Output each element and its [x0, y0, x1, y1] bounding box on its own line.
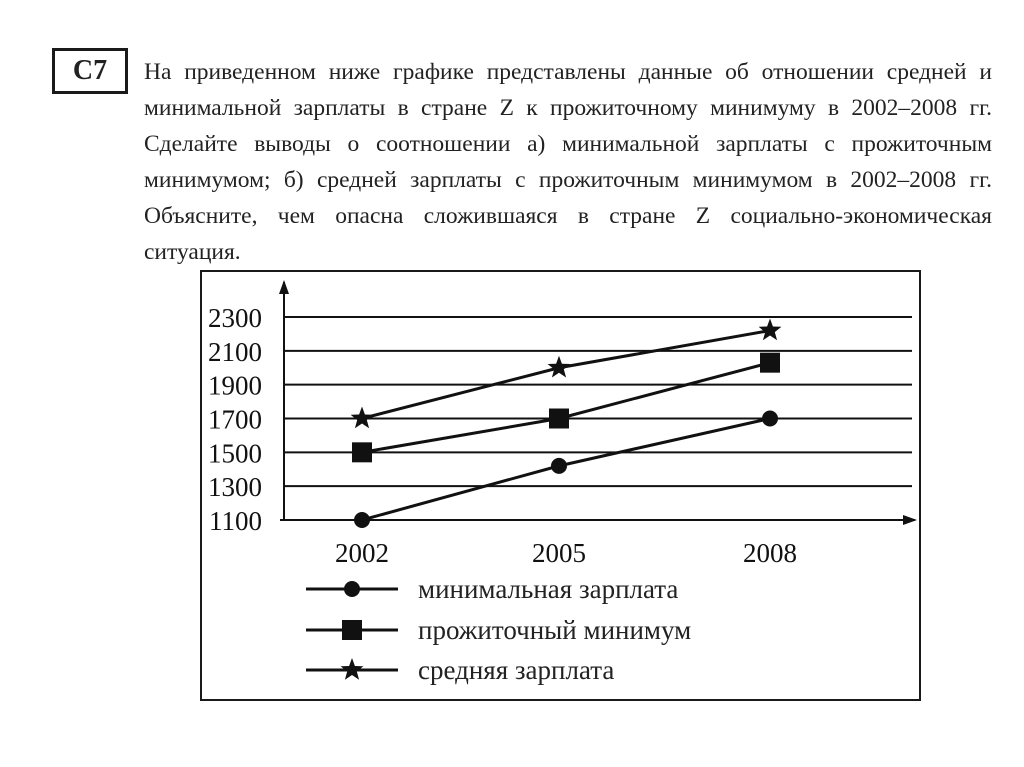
y-tick-label: 2100 [208, 336, 262, 367]
legend-label: средняя зарплата [418, 655, 615, 685]
y-tick-label: 1100 [209, 506, 262, 536]
data-point-star [548, 356, 571, 378]
data-point-circle [762, 411, 778, 427]
legend-label: минимальная зарплата [418, 574, 679, 604]
data-point-square [760, 353, 780, 373]
legend-layer [306, 574, 691, 685]
x-tick-label: 2008 [743, 538, 797, 568]
y-tick-label: 1300 [208, 472, 262, 503]
x-tick-label: 2002 [335, 538, 389, 568]
task-number: C7 [72, 55, 108, 86]
y-tick-label: 1900 [208, 370, 262, 401]
data-point-circle [354, 512, 370, 528]
series-line-star [362, 331, 770, 419]
data-point-circle [551, 458, 567, 474]
data-point-square [352, 442, 372, 462]
grid-layer [284, 317, 912, 486]
y-tick-label: 2300 [208, 303, 262, 333]
legend-label: прожиточный минимум [418, 615, 692, 645]
data-point-star [351, 407, 374, 429]
legend-marker-square [342, 620, 362, 640]
y-tick-label: 1500 [208, 438, 262, 469]
series-line-square [362, 363, 770, 453]
legend-marker-star [341, 658, 364, 680]
task-text: На приведенном ниже графике представлены данные об отношении средней и минимальной зарплаты в стране Z к прожиточному минимуму в 2002–2008 гг. Сделайте выводы о соотношении а) минимальной зарплаты с прожиточным минимумом; б) средней зарплаты с прожиточным минимумом в 2002–2008 гг. Объясните, чем опасна сложившаяся в стране Z социально-экономическая ситуация. [144, 59, 992, 265]
data-point-star [759, 319, 782, 341]
x-tick-label: 2005 [532, 538, 586, 568]
y-tick-label: 1700 [208, 404, 262, 435]
legend-marker-circle [344, 581, 360, 597]
data-point-square [549, 409, 569, 429]
